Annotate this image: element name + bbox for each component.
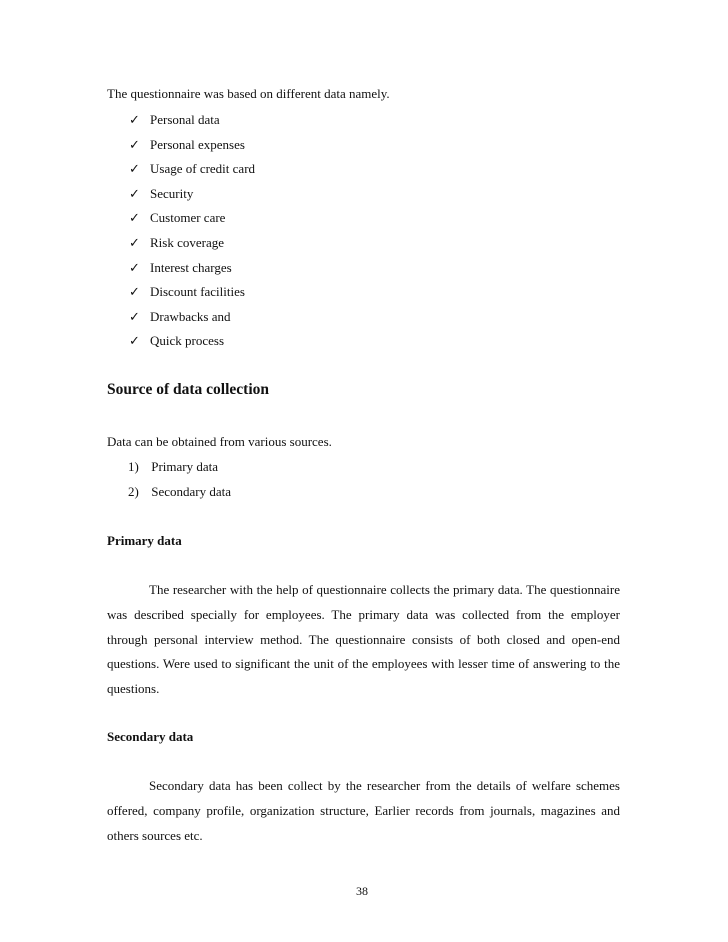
list-item-label: Risk coverage	[150, 234, 225, 250]
checkmark-icon: ✓	[129, 161, 140, 177]
list-item	[129, 111, 255, 136]
list-item	[129, 332, 255, 357]
list-item-label: Customer care	[150, 210, 226, 226]
secondary-paragraph	[107, 774, 620, 848]
checkmark-icon: ✓	[129, 112, 140, 127]
list-item-label: Quick process	[150, 333, 225, 349]
list-item	[129, 259, 255, 284]
checkmark-icon: ✓	[129, 333, 140, 349]
list-item	[129, 160, 255, 185]
primary-paragraph	[107, 578, 620, 702]
list-item-label: Drawbacks and	[150, 308, 231, 324]
source-list	[128, 458, 231, 507]
list-number: 1)	[128, 459, 139, 474]
list-item	[128, 458, 231, 483]
list-item	[128, 483, 231, 508]
list-item	[129, 234, 255, 259]
checkmark-icon: ✓	[129, 136, 140, 152]
checkmark-icon: ✓	[129, 210, 140, 226]
primary-paragraph-text: The researcher with the help of questionnaire collects the primary data. The questionnaire was described specially for employees. The primary data was collected from the employer through personal interview method. The questionnaire consists of both closed and open-end questions. Were used to significant the unit of the employees with lesser time of answering to the questions.	[107, 582, 620, 697]
secondary-heading: Secondary data	[107, 729, 194, 744]
questionnaire-checklist	[129, 111, 255, 357]
list-item	[129, 308, 255, 333]
list-item-label: Primary data	[151, 459, 219, 474]
questionnaire-intro: The questionnaire was based on different data namely.	[107, 86, 390, 101]
list-item-label: Personal data	[150, 112, 220, 127]
list-number: 2)	[128, 483, 139, 499]
list-item-label: Personal expenses	[150, 136, 245, 152]
list-item-label: Security	[150, 185, 194, 201]
checkmark-icon: ✓	[129, 185, 140, 201]
checkmark-icon: ✓	[129, 259, 140, 275]
list-item-label: Interest charges	[150, 259, 232, 275]
checkmark-icon: ✓	[129, 234, 140, 250]
list-item	[129, 209, 255, 234]
list-item-label: Secondary data	[151, 483, 232, 499]
list-item-label: Usage of credit card	[150, 161, 256, 177]
list-item	[129, 185, 255, 210]
list-item	[129, 283, 255, 308]
checkmark-icon: ✓	[129, 284, 140, 300]
secondary-paragraph-text: Secondary data has been collect by the researcher from the details of welfare schemes offered, company profile, organization structure, Earlier records from journals, magazines and others sources etc.	[107, 778, 620, 843]
list-item	[129, 136, 255, 161]
list-item-label: Discount facilities	[150, 284, 245, 300]
primary-heading: Primary data	[107, 533, 182, 548]
source-intro: Data can be obtained from various sources.	[107, 434, 332, 449]
source-heading: Source of data collection	[107, 381, 270, 398]
page-number: 38	[356, 884, 368, 898]
checkmark-icon: ✓	[129, 308, 140, 324]
